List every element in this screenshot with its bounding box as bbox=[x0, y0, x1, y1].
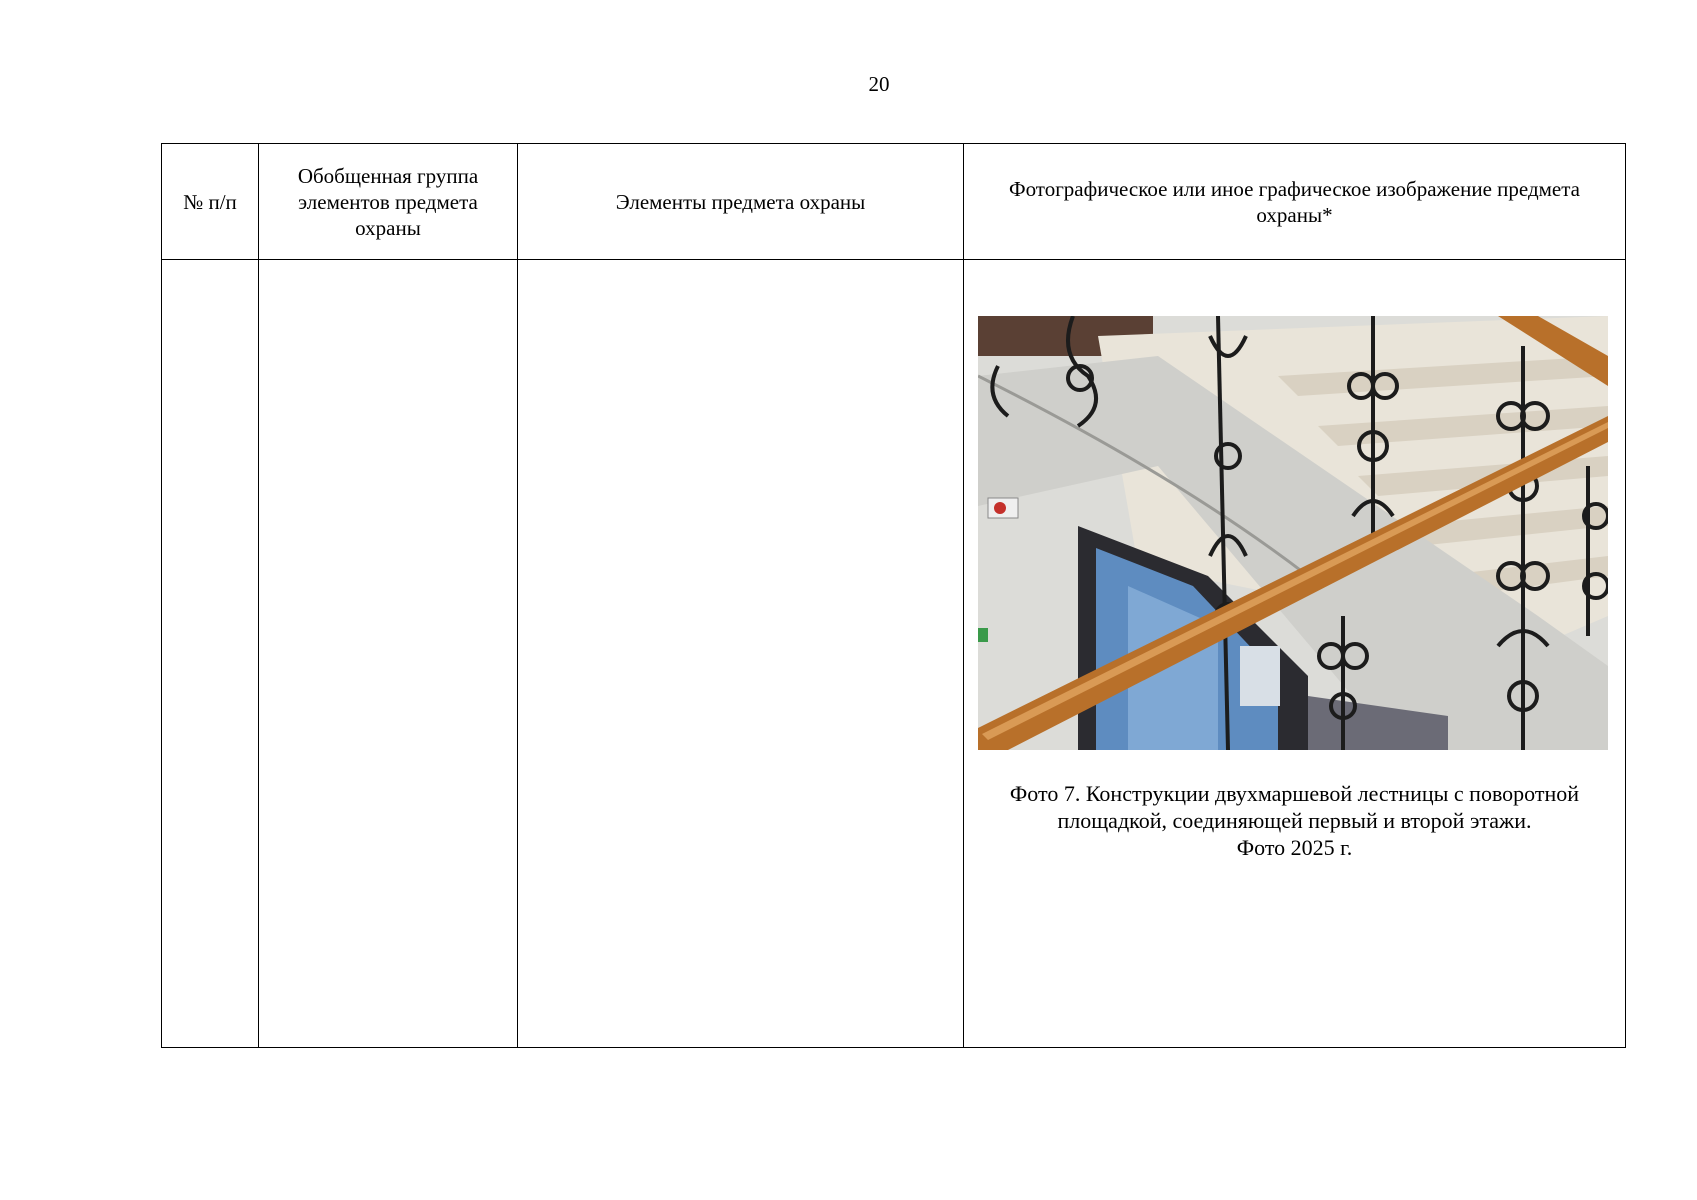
header-group: Обобщенная группа элементов предмета охраны bbox=[259, 144, 518, 260]
caption-line: Фото 2025 г. bbox=[1236, 835, 1353, 860]
staircase-photo bbox=[978, 316, 1608, 750]
cell-photo bbox=[964, 260, 1626, 1048]
header-image: Фотографическое или иное графическое изображение предмета охраны* bbox=[964, 144, 1626, 260]
table-row bbox=[162, 260, 1626, 1048]
cell-elements bbox=[518, 260, 964, 1048]
caption-line: площадкой, соединяющей первый и второй этажи. bbox=[1057, 808, 1532, 833]
caption-line: Фото 7. Конструкции двухмаршевой лестницы с поворотной bbox=[1009, 781, 1580, 806]
cell-group bbox=[259, 260, 518, 1048]
cell-number bbox=[162, 260, 259, 1048]
header-elements: Элементы предмета охраны bbox=[518, 144, 964, 260]
table-header-row bbox=[162, 144, 1626, 260]
header-number: № п/п bbox=[162, 144, 259, 260]
page-number: 20 bbox=[868, 72, 890, 96]
photo-caption bbox=[964, 780, 1625, 861]
protection-elements-table bbox=[161, 143, 1626, 1048]
